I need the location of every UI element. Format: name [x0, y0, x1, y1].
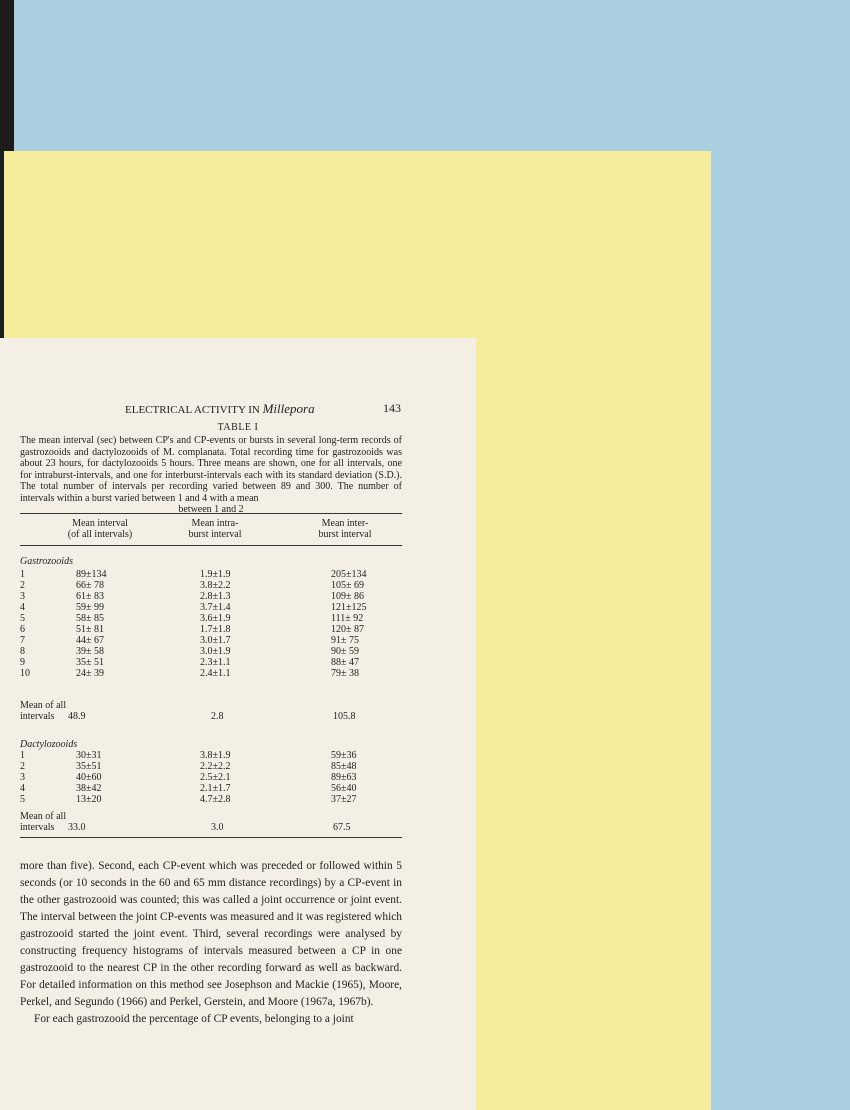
table-row	[20, 602, 402, 613]
table-row	[20, 580, 402, 591]
table-cell: 35±51	[76, 761, 102, 772]
table-row	[20, 794, 402, 805]
table-cell: 38±42	[76, 783, 102, 794]
table-title: TABLE I	[217, 422, 259, 433]
table-cell: 66± 78	[76, 580, 104, 591]
table-row	[20, 668, 402, 679]
table-top-rule	[20, 513, 402, 514]
table-cell: 1	[20, 569, 25, 580]
table-cell: 90± 59	[331, 646, 359, 657]
table-cell: 3.0±1.7	[200, 635, 231, 646]
table-cell: 5	[20, 794, 25, 805]
table-row	[20, 613, 402, 624]
table-cell: 51± 81	[76, 624, 104, 635]
table-cell: 61± 83	[76, 591, 104, 602]
table-cell: 2.4±1.1	[200, 668, 231, 679]
running-head-genus: Millepora	[262, 401, 315, 416]
table-row	[20, 635, 402, 646]
table-cell: 2.1±1.7	[200, 783, 231, 794]
table-cell: 2.5±2.1	[200, 772, 231, 783]
table-cell: 3.8±2.2	[200, 580, 231, 591]
table-cell: 5	[20, 613, 25, 624]
table-row	[20, 624, 402, 635]
table-cell: 24± 39	[76, 668, 104, 679]
dactylo-mean-all: 33.0	[68, 822, 86, 833]
table-cell: 6	[20, 624, 25, 635]
table-row	[20, 646, 402, 657]
paragraph-1: more than five). Second, each CP-event which was preceded or followed within 5 seconds (or 10 seconds in the 60 and 65 mm distance recordings) by a CP-event in the other gastrozooid was counted; this was called a joint occurrence or joint event. The interval between the joint CP-events was measured and it was registered which gastrozooid started the joint event. Third, several recordings were analysed by constructing frequency histograms of intervals measured between a CP in one gastrozooid to the nearest CP in the other recording forward as well as backward. For detailed information on this method see Josephson and Mackie (1965), Moore, Perkel, and Segundo (1966) and Perkel, Gerstein, and Moore (1967a, 1967b).	[20, 860, 402, 1008]
table-cell: 40±60	[76, 772, 102, 783]
table-cell: 4	[20, 783, 25, 794]
table-cell: 30±31	[76, 750, 102, 761]
table-row	[20, 783, 402, 794]
table-cell: 120± 87	[331, 624, 364, 635]
table-caption	[20, 435, 402, 516]
table-row	[20, 761, 402, 772]
table-cell: 3	[20, 772, 25, 783]
table-cell: 1.7±1.8	[200, 624, 231, 635]
table-cell: 1.9±1.9	[200, 569, 231, 580]
table-cell: 88± 47	[331, 657, 359, 668]
table-cell: 111± 92	[331, 613, 364, 624]
table-cell: 3.7±1.4	[200, 602, 231, 613]
table-row	[20, 657, 402, 668]
table-cell: 59± 99	[76, 602, 104, 613]
table-caption-text: The mean interval (sec) between CP's and CP-events or bursts in several long-term records of gastrozooids and dactylozooids of M. complanata. Total recording time for gastrozooids was about 23 hours, for dactylozooids 5 hours. Three means are shown, one for all intervals, one for intraburst-intervals, and one for interburst-intervals each with its standard deviation (S.D.). The total number of intervals per recording varied between 89 and 300. The number of intervals within a burst varied between 1 and 4 with a mean	[20, 435, 402, 504]
table-cell: 91± 75	[331, 635, 359, 646]
table-caption-last-line: between 1 and 2	[178, 504, 244, 515]
table-cell: 79± 38	[331, 668, 359, 679]
table-header-rule	[20, 545, 402, 546]
table-cell: 2	[20, 580, 25, 591]
table-cell: 4	[20, 602, 25, 613]
section-label-gastrozooids: Gastrozooids	[20, 556, 73, 567]
table-cell: 8	[20, 646, 25, 657]
table-cell: 121±125	[331, 602, 367, 613]
table-cell: 2.2±2.2	[200, 761, 231, 772]
table-cell: 109± 86	[331, 591, 364, 602]
column-header-interburst: Mean inter- burst interval	[318, 518, 372, 540]
table-cell: 85±48	[331, 761, 357, 772]
table-cell: 7	[20, 635, 25, 646]
column-header-mean-interval: Mean interval (of all intervals)	[67, 518, 133, 540]
table-cell: 58± 85	[76, 613, 104, 624]
table-cell: 35± 51	[76, 657, 104, 668]
section-label-dactylozooids: Dactylozooids	[20, 739, 78, 750]
column-header-intraburst: Mean intra- burst interval	[188, 518, 242, 540]
table-cell: 205±134	[331, 569, 367, 580]
table-cell: 9	[20, 657, 25, 668]
table-cell: 39± 58	[76, 646, 104, 657]
table-cell: 89±134	[76, 569, 107, 580]
table-cell: 37±27	[331, 794, 357, 805]
table-cell: 3.8±1.9	[200, 750, 231, 761]
book-page	[0, 338, 476, 1110]
table-row	[20, 772, 402, 783]
table-row	[20, 569, 402, 580]
gastro-mean-label: Mean of all intervals	[20, 700, 67, 722]
table-row	[20, 750, 402, 761]
gastro-mean-all: 48.9	[68, 711, 86, 722]
table-cell: 3.6±1.9	[200, 613, 231, 624]
table-cell: 13±20	[76, 794, 102, 805]
table-cell: 3.0±1.9	[200, 646, 231, 657]
dactylo-mean-inter: 67.5	[333, 822, 351, 833]
table-cell: 1	[20, 750, 25, 761]
table-cell: 56±40	[331, 783, 357, 794]
table-row	[20, 591, 402, 602]
page-number: 143	[383, 401, 401, 415]
table-bottom-rule	[20, 837, 402, 838]
paragraph-2: For each gastrozooid the percentage of CP events, belonging to a joint	[34, 1013, 354, 1025]
table-cell: 3	[20, 591, 25, 602]
table-cell: 44± 67	[76, 635, 104, 646]
table-cell: 10	[20, 668, 30, 679]
body-text	[20, 858, 402, 1028]
table-cell: 105± 69	[331, 580, 364, 591]
gastro-mean-inter: 105.8	[333, 711, 356, 722]
dactylo-mean-intra: 3.0	[211, 822, 224, 833]
table-cell: 2.8±1.3	[200, 591, 231, 602]
table-cell: 89±63	[331, 772, 357, 783]
table-cell: 2	[20, 761, 25, 772]
running-head-text: ELECTRICAL ACTIVITY IN	[125, 404, 260, 416]
table-cell: 59±36	[331, 750, 357, 761]
dactylo-mean-label: Mean of all intervals	[20, 811, 67, 833]
table-cell: 2.3±1.1	[200, 657, 231, 668]
gastro-mean-intra: 2.8	[211, 711, 224, 722]
table-cell: 4.7±2.8	[200, 794, 231, 805]
